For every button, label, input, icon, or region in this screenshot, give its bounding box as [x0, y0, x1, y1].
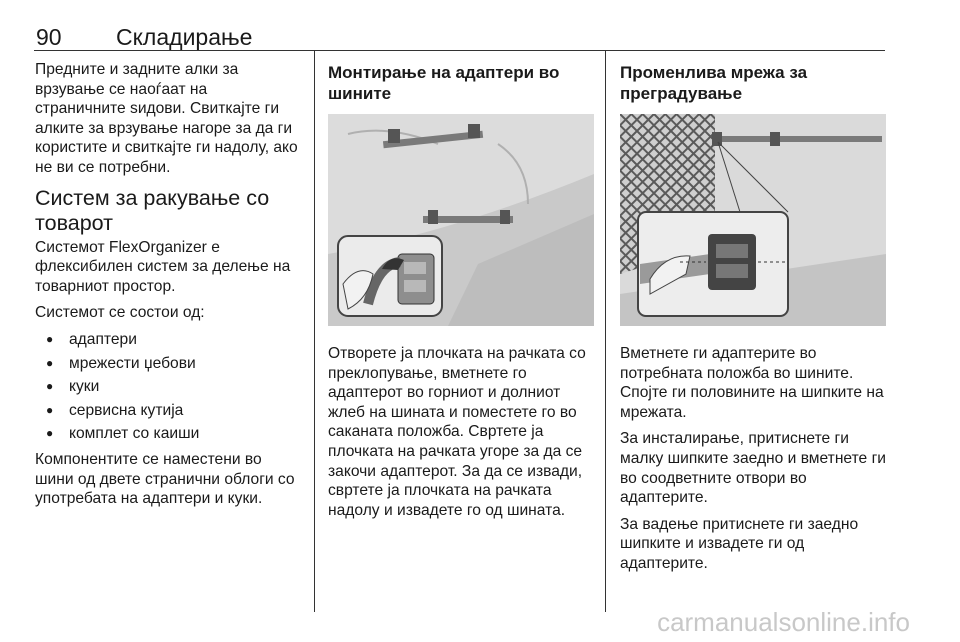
- system-consists: Системот се состои од:: [35, 304, 205, 322]
- components-mounting: Компонентите се наместени во шини од двете странични облоги со употребата на адаптери и куки.: [35, 450, 295, 508]
- list-item: ● комплет со каиши: [35, 424, 301, 444]
- list-item: ● куки: [35, 377, 301, 397]
- column-divider-2: [605, 50, 606, 612]
- list-item: ● адаптери: [35, 330, 301, 350]
- net-insert-instructions: Вметнете ги адаптерите во потребната положба во шините. Спојте ги половините на шипките на мрежата.: [620, 345, 884, 421]
- cargo-system-heading: Систем за ракување со товарот: [35, 185, 270, 235]
- list-item: ● мрежести џебови: [35, 354, 301, 374]
- page-number: 90: [36, 24, 62, 50]
- section-title: Складирање: [116, 24, 253, 50]
- watermark: carmanualsonline.info: [657, 607, 910, 637]
- middle-column: [328, 60, 596, 527]
- intro-text: Предните и задните алки за врзување се наоѓаат на страничните ѕидови. Свиткајте ги алките за врзување нагоре за да ги користите и свиткајте ги надолу, ако не ви се потребни.: [35, 61, 298, 176]
- left-column: [35, 60, 301, 516]
- component-list: [35, 330, 301, 444]
- partition-net-illustration: [620, 114, 886, 326]
- cargo-system-desc: Системот FlexOrganizer е флексибилен систем за делење на товарниот простор.: [35, 238, 291, 295]
- header-rule: [34, 50, 885, 51]
- right-column: [620, 60, 888, 581]
- column-divider-1: [314, 50, 315, 612]
- adapter-mount-instructions: Отворете ја плочката на рачката со преклопување, вметнете го адаптерот во горниот и долниот жлеб на шината и поместете го во саканата положба. Свртете ја плочката на рачката угоре за да се закочи адаптерот. За да се извади, свртете ја плочката на рачката надолу и извадете го од шината.: [328, 345, 586, 519]
- partition-net-heading: Променлива мрежа за преградување: [620, 63, 808, 103]
- net-install-instructions: За инсталирање, притиснете ги малку шипките заедно и вметнете ги во соодветните отвори во адаптерите.: [620, 430, 886, 507]
- adapter-mount-heading: Монтирање на адаптери во шините: [328, 63, 560, 103]
- net-remove-instructions: За вадење притиснете ги заедно шипките и извадете ги од адаптерите.: [620, 515, 859, 572]
- adapter-rail-illustration: [328, 114, 594, 326]
- list-item: ● сервисна кутија: [35, 401, 301, 421]
